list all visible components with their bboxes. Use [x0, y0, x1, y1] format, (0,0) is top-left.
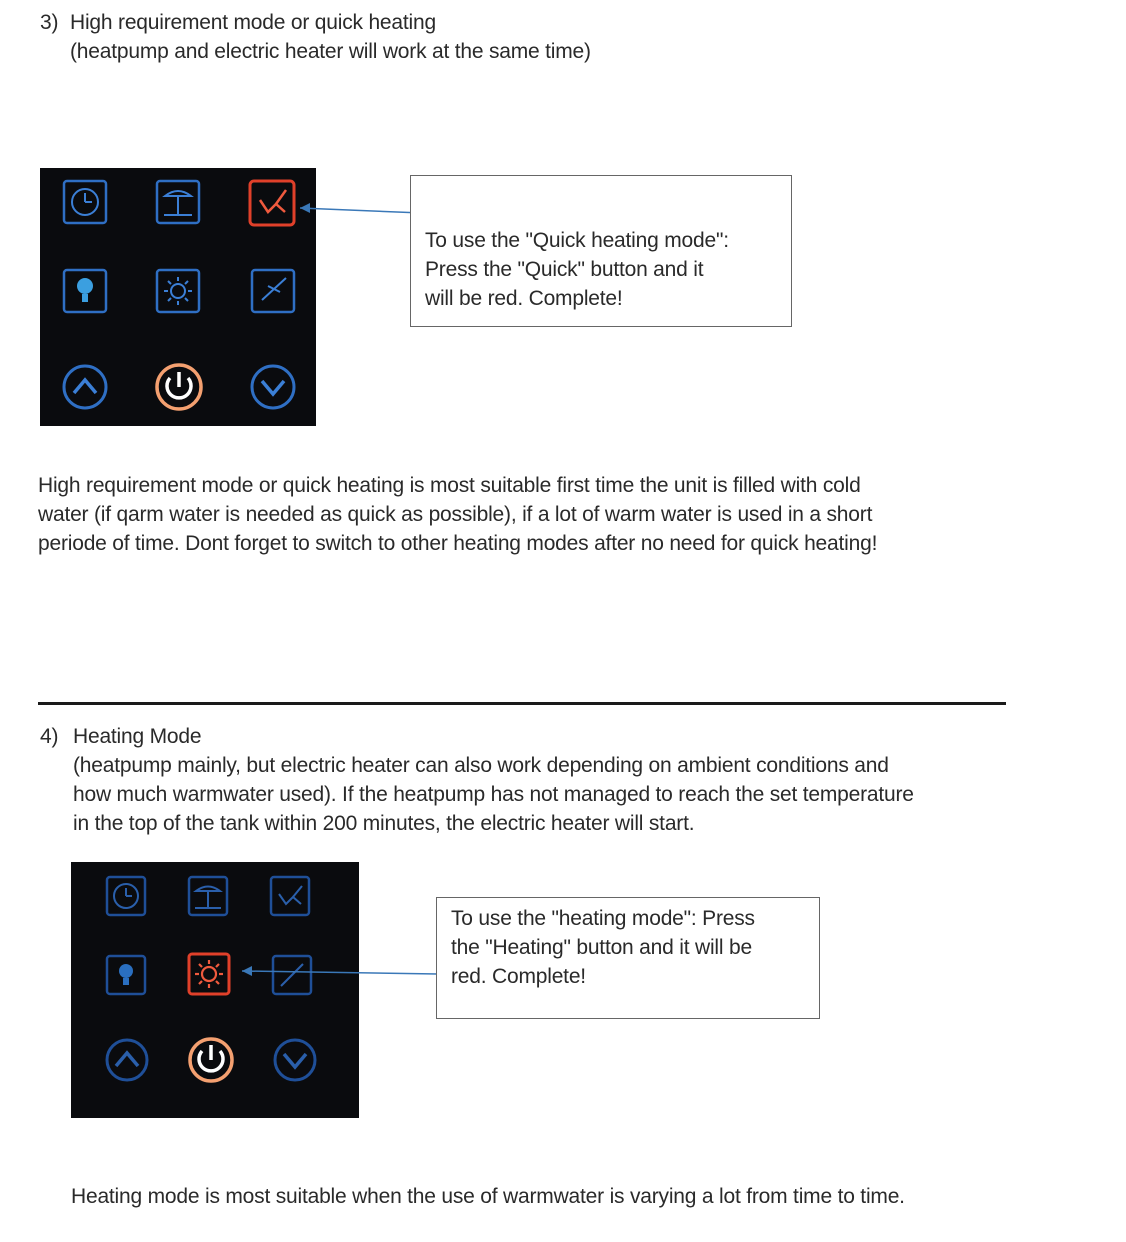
down-arrow-icon[interactable] [252, 366, 294, 408]
holiday-icon[interactable] [189, 877, 227, 915]
section-3-description-line: periode of time. Dont forget to switch to other heating modes after no need for quick heating! [38, 532, 878, 555]
pointer-arrow-heating [232, 962, 444, 982]
section-divider [38, 702, 1006, 705]
section-3-title: High requirement mode or quick heating [70, 11, 436, 34]
section-4-subtitle-line: in the top of the tank within 200 minutes, the electric heater will start. [73, 812, 695, 835]
callout-heating [436, 897, 820, 1019]
callout-quick-line: To use the "Quick heating mode": [425, 229, 729, 252]
power-icon[interactable] [190, 1039, 232, 1081]
control-panel-heating [71, 862, 359, 1118]
up-arrow-icon[interactable] [107, 1040, 147, 1080]
clock-icon[interactable] [64, 181, 106, 223]
callout-quick-line: Press the "Quick" button and it [425, 258, 704, 281]
eco-bulb-icon[interactable] [107, 956, 145, 994]
heating-icon[interactable] [189, 954, 229, 994]
control-panel-quick [40, 168, 316, 426]
quick-icon[interactable] [271, 877, 309, 915]
eco-bulb-icon[interactable] [64, 270, 106, 312]
callout-quick [410, 175, 792, 327]
callout-heating-line: the "Heating" button and it will be [451, 936, 752, 959]
down-arrow-icon[interactable] [275, 1040, 315, 1080]
callout-quick-line: will be red. Complete! [425, 287, 623, 310]
quick-icon[interactable] [250, 181, 294, 225]
section-3-number: 3) [40, 11, 59, 34]
power-icon[interactable] [157, 365, 201, 409]
section-4-title: Heating Mode [73, 725, 202, 748]
section-3-subtitle: (heatpump and electric heater will work at the same time) [70, 40, 591, 63]
section-4-number: 4) [40, 725, 59, 748]
section-3-description-line: water (if qarm water is needed as quick as possible), if a lot of warm water is used in a short [38, 503, 873, 526]
section-3-description-line: High requirement mode or quick heating is most suitable first time the unit is filled with cold [38, 474, 861, 497]
callout-heating-line: red. Complete! [451, 965, 586, 988]
clock-icon[interactable] [107, 877, 145, 915]
section-4-subtitle-line: (heatpump mainly, but electric heater can also work depending on ambient conditions and [73, 754, 889, 777]
pointer-arrow-quick [290, 198, 430, 222]
callout-heating-line: To use the "heating mode": Press [451, 907, 755, 930]
heating-icon[interactable] [157, 270, 199, 312]
up-arrow-icon[interactable] [64, 366, 106, 408]
section-4-subtitle-line: how much warmwater used). If the heatpump has not managed to reach the set temperature [73, 783, 914, 806]
section-4-description: Heating mode is most suitable when the use of warmwater is varying a lot from time to time. [71, 1185, 905, 1208]
holiday-icon[interactable] [157, 181, 199, 223]
electric-icon[interactable] [252, 270, 294, 312]
